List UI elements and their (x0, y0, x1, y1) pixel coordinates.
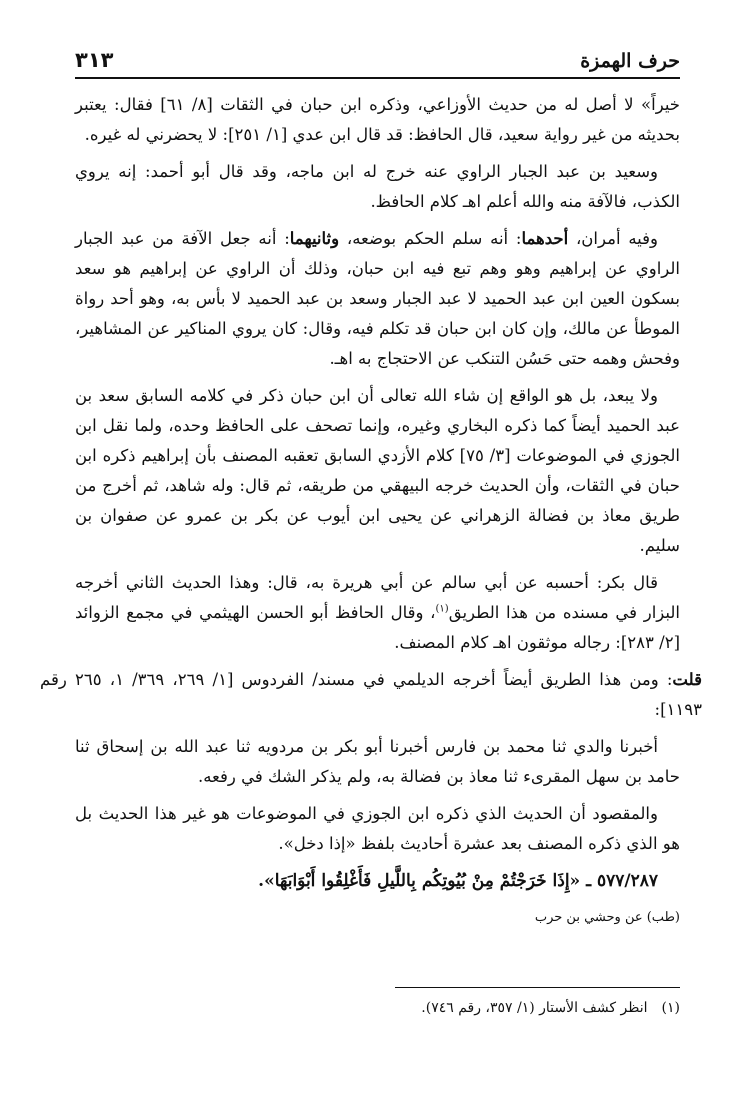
hadith-source: (طب) عن وحشي بن حرب (534, 910, 680, 925)
header-divider (75, 77, 680, 79)
term-first: أحدهما (521, 229, 569, 248)
hadith-entry: ٥٧٧/٢٨٧ ـ «إِذَا خَرَجْتُمْ مِنْ بُيُوتِكُم بِاللَّيلِ فَأَغْلِقُوا أَبْوَابَهَا». (258, 871, 658, 891)
paragraph-5-text: قال بكر: أحسبه عن أبي سالم عن أبي هريرة به، قال: وهذا الحديث الثاني أخرجه البزار في مسنده من هذا الطريق (75, 573, 680, 622)
footnote (75, 997, 680, 1019)
paragraph-4: ولا يبعد، بل هو الواقع إن شاء الله تعالى أن ابن حبان ذكر في كلامه السابق سعد بن عبد الحميد أيضاً كما ذكره البخاري وغيره، وإنما تصحف على الحافظ وحده، ولما نقل ابن الجوزي في الموضوعات [٣/ ٧٥] كلام الأزدي السابق تعقبه المصنف بأن إبراهيم ذكره ابن حبان في الثقات، وأن الحديث خرجه البيهقي من طريقه، ثم قال: وله شاهد، ثم أخرج من طريق معاذ بن فضالة الزهراني عن يحيى ابن أيوب عن بكر بن عمرو عن صفوان بن سليم. (75, 386, 680, 555)
chapter-title: حرف الهمزة (580, 50, 680, 72)
paragraph-6-text: : ومن هذا الطريق أيضاً أخرجه الديلمي في مسند/ الفردوس [١/ ٢٦٩، ٣٦٩/ ١، ٢٦٥ رقم ١١٩٣]: (40, 670, 702, 719)
qultu-label: قلت (672, 670, 702, 689)
paragraph-7: أخبرنا والدي ثنا محمد بن فارس أخبرنا أبو بكر بن مردويه ثنا عبد الله بن إسحاق ثنا حامد بن سهل المقرىء ثنا معاذ بن فضالة به، ولم يذكر الشك في رفعه. (75, 737, 680, 786)
paragraph-1: خيراً» لا أصل له من حديث الأوزاعي، وذكره ابن حبان في الثقات [٨/ ٦١] فقال: يعتبر بحديثه من غير رواية سعيد، قال الحافظ: قد قال ابن عدي [١/ ٢٥١]: لا يحضرني له غيره. (75, 95, 680, 144)
paragraph-8: والمقصود أن الحديث الذي ذكره ابن الجوزي في الموضوعات هو غير هذا الحديث بل هو الذي ذكره المصنف بعد عشرة أحاديث بلفظ «إذا دخل». (75, 804, 680, 853)
paragraph-5 (75, 568, 680, 658)
paragraph-3-mid: : أنه سلم الحكم بوضعه، (346, 229, 522, 248)
term-second: وثانيهما (289, 229, 340, 248)
paragraph-5-rest: ، وقال الحافظ أبو الحسن الهيثمي في مجمع الزوائد [٢/ ٢٨٣]: رجاله موثقون اهـ كلام المصنف. (75, 603, 680, 652)
page-body (40, 90, 702, 940)
page-number: ٣١٣ (75, 48, 114, 72)
footnote-ref[interactable]: (١) (435, 603, 449, 615)
footnote-number: (١) (661, 1000, 680, 1016)
footnote-divider (395, 987, 680, 988)
paragraph-2: وسعيد بن عبد الجبار الراوي عنه خرج له ابن ماجه، وقد قال أبو أحمد: إنه يروي الكذب، فالآفة منه والله أعلم اهـ كلام الحافظ. (75, 162, 680, 211)
footnote-text: انظر كشف الأستار (١/ ٣٥٧، رقم ٧٤٦). (421, 1000, 648, 1016)
paragraph-6 (40, 665, 702, 725)
paragraph-3 (75, 224, 680, 374)
page-header (75, 42, 680, 72)
paragraph-3-rest: : أنه جعل الآفة من عبد الجبار الراوي عن إبراهيم وهو وهم تبع فيه ابن حبان، وذلك أن الراوي عن إبراهيم هو سعد بسكون العين ابن عبد الحميد لا عبد الجبار وسعد بن عبد الحميد لا بأس به، وهو أحد رواة الموطأ عن مالك، وإن كان ابن حبان قد تكلم فيه، وقال: كان يروي المناكير عن المشاهير، وفحش وهمه حتى حَسُن التنكب عن الاحتجاج به اهـ. (75, 229, 680, 368)
paragraph-3-intro: وفيه أمران، (575, 229, 658, 248)
